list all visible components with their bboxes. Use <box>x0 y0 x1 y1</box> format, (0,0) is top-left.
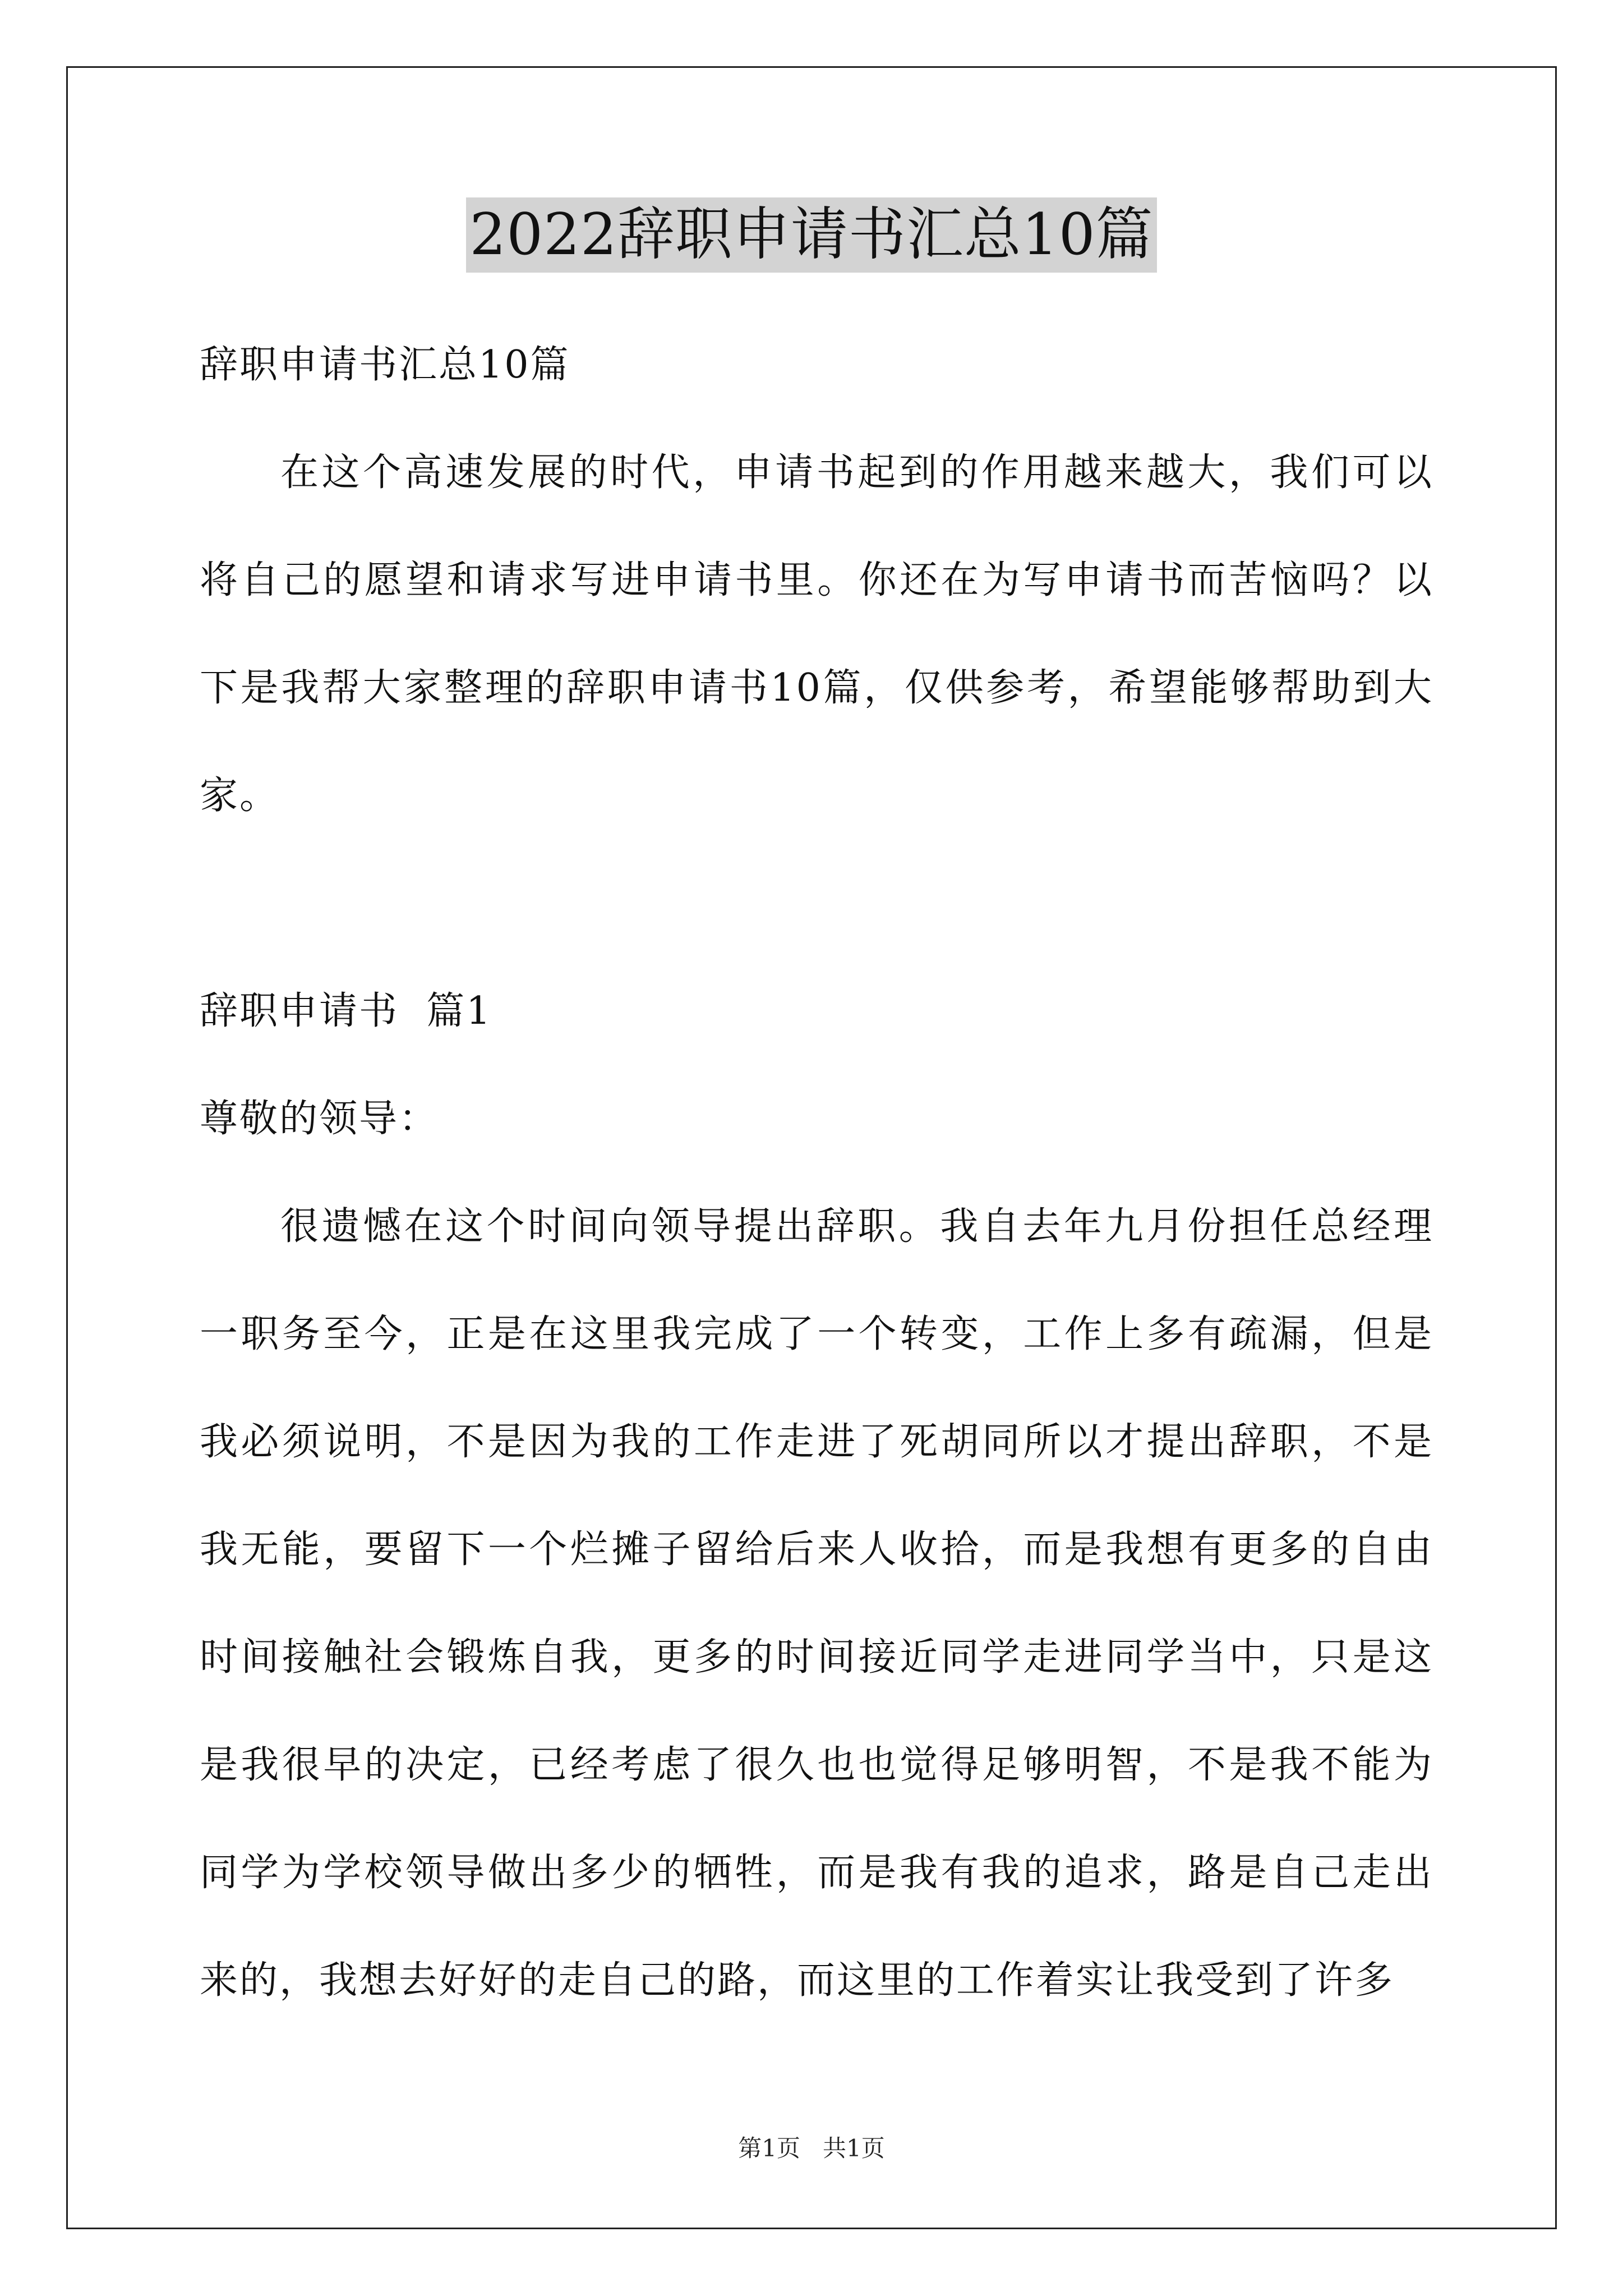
document-subtitle: 辞职申请书汇总10篇 <box>200 343 570 387</box>
document-title: 2022辞职申请书汇总10篇 <box>466 197 1156 273</box>
section-heading-text: 辞职申请书 篇1 <box>200 989 492 1033</box>
page-number: 第1页 共1页 <box>738 2134 885 2162</box>
page-footer <box>0 2132 1623 2165</box>
body-paragraph: 很遗憾在这个时间向领导提出辞职。我自去年九月份担任总经理一职务至今，正是在这里我完成了一个转变，工作上多有疏漏，但是我必须说明，不是因为我的工作走进了死胡同所以才提出辞职，不是我无能，要留下一个烂摊子留给后来人收拾，而是我想有更多的自由时间接触社会锻炼自我，更多的时间接近同学走进同学当中，只是这是我很早的决定，已经考虑了很久也也觉得足够明智，不是我不能为同学为学校领导做出多少的牺牲，而是我有我的追求，路是自己走出来的，我想去好好的走自己的路，而这里的工作着实让我受到了许多 <box>200 1204 1433 2003</box>
salutation: 尊敬的领导： <box>200 1097 439 1141</box>
document-body <box>200 311 1433 2035</box>
paragraph-spacer <box>200 850 1433 958</box>
section-heading <box>200 958 1433 1065</box>
intro-paragraph: 在这个高速发展的时代，申请书起到的作用越来越大，我们可以将自己的愿望和请求写进申请书里。你还在为写申请书而苦恼吗？以下是我帮大家整理的辞职申请书10篇，仅供参考，希望能够帮助到大家。 <box>200 450 1433 818</box>
title-container <box>0 197 1623 273</box>
